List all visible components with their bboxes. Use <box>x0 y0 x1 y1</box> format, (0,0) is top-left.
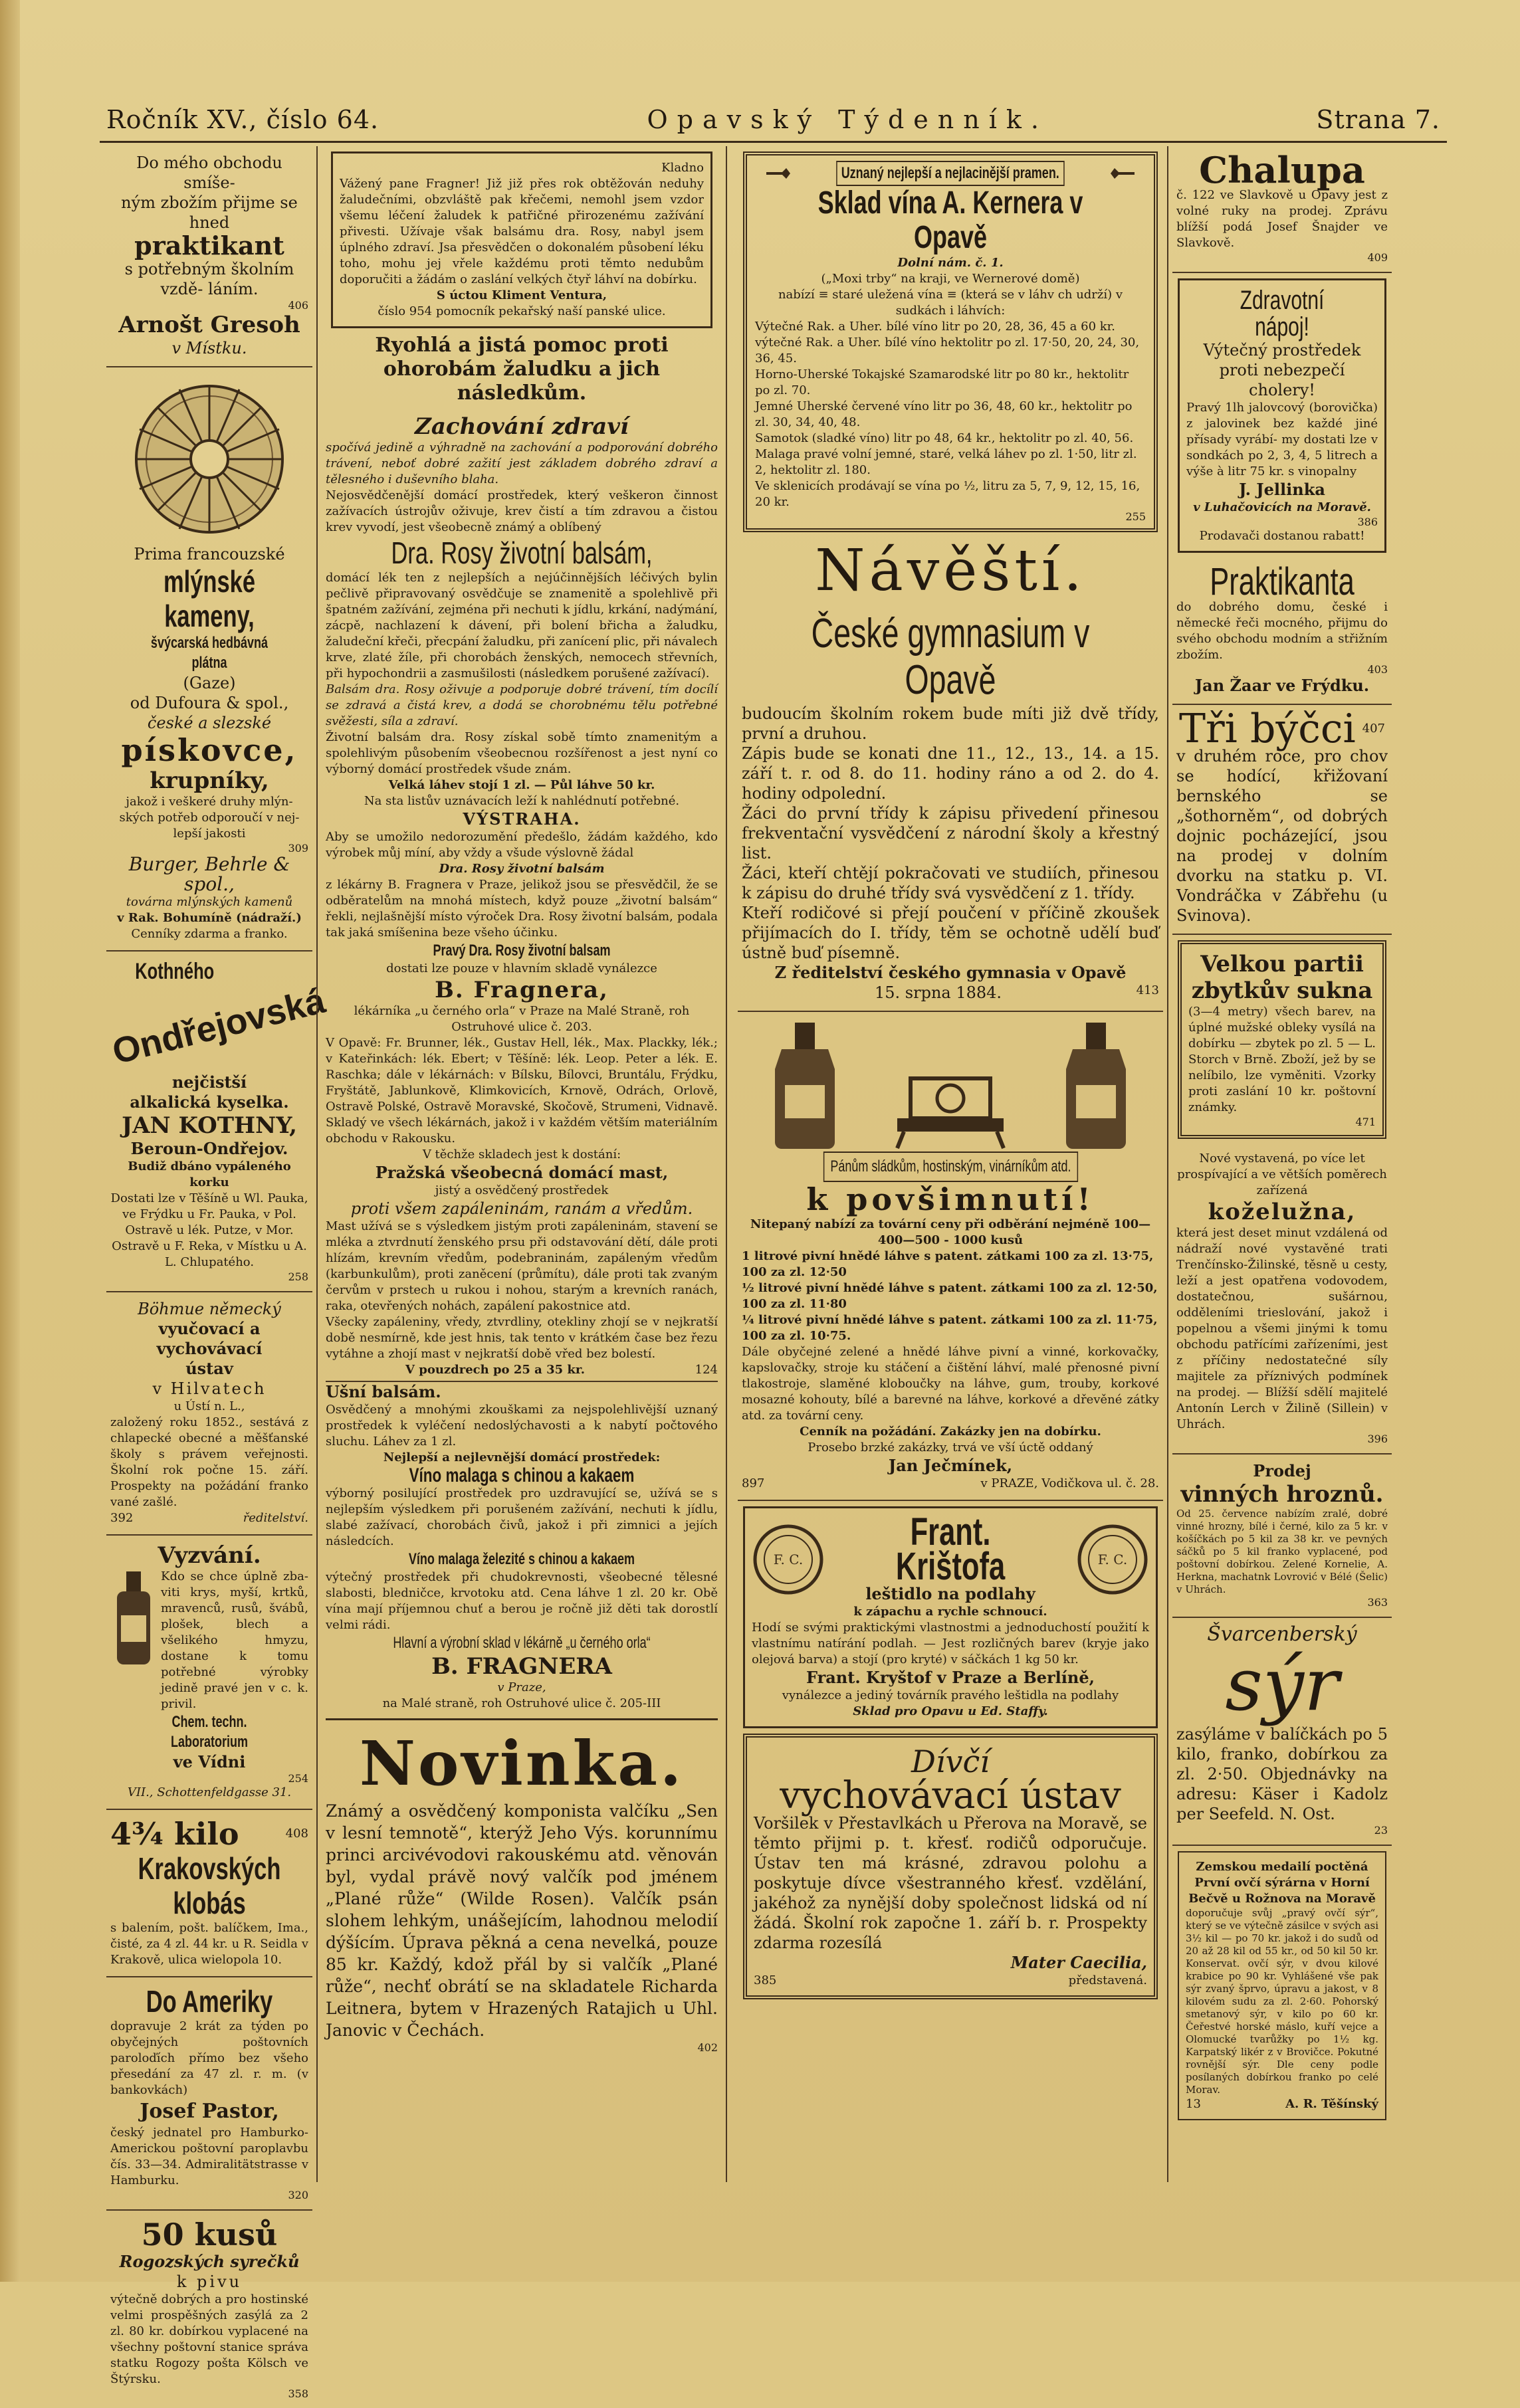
section-heading: Dra. Rosy životní balsám <box>439 862 605 876</box>
ad-number: 309 <box>288 842 308 854</box>
list-item: Ve sklenicích prodávají se vína po ½, litru za 5, 7, 9, 12, 15, 16, 20 kr. <box>755 479 1140 509</box>
ad-title: k povšimnutí! <box>806 1181 1095 1217</box>
ad-text: Výtečný prostředek proti nebezpečí cholery! <box>1203 341 1361 399</box>
banner-text: Uznaný nejlepší a nejlacinější pramen. <box>836 161 1064 186</box>
ad-number: 358 <box>288 2387 308 2400</box>
ad-title: zbytkův sukna <box>1191 977 1373 1004</box>
ad-firm: Burger, Behrle & spol., <box>128 853 290 895</box>
ad-text: s potřebným školním vzdě- láním. <box>124 260 294 298</box>
ad-number: 255 <box>1125 510 1146 523</box>
ad-name: Jan Ječmínek, <box>888 1456 1013 1475</box>
ad-number: 396 <box>1367 1433 1388 1445</box>
bottle-image <box>110 1569 157 1668</box>
ad-name: J. Jellinka <box>1239 480 1325 499</box>
column-separator <box>316 146 318 2182</box>
ad-title: mlýnské kameny, <box>163 564 256 633</box>
ad-line: Prima francouzské <box>134 545 285 563</box>
ad-text: Od 25. července nabízím zralé, dobré vinné hrozny, bílé i černé, kilo za 5 kr. v košíčkách po 5 kil za 38 kr. ve pevných sáčků po 5 kil franko vyplacené, pod poštovní dobírkou. Zelené Kornelie, A. Herkna, machatnk Lovrović v Bélé (Šelic) v Uhrách. <box>1176 1508 1388 1595</box>
ad-line: ústav <box>185 1359 233 1378</box>
ad-name: JAN KOTHNY, <box>122 1112 297 1139</box>
ad-line: nejčistší <box>171 1072 247 1092</box>
pointing-hand-icon <box>1109 165 1136 181</box>
seal-badge <box>1076 1523 1149 1596</box>
ad-girls-institute <box>743 1734 1158 1999</box>
column-1 <box>106 146 330 2400</box>
header-title: Opavský Týdenník. <box>647 105 1048 134</box>
ad-text: jakož i veškeré druhy mlýn- ských potřeb odporoučí v nej- lepší jakosti <box>119 795 300 841</box>
ad-footer <box>742 983 1159 1003</box>
ad-wine-kerner <box>743 151 1158 532</box>
page-edge-left <box>0 0 20 2282</box>
list-item: 1 litrové pivní hnědé láhve s patent. zátkami 100 za zl. 13·75, 100 za zl. 12·50 <box>742 1249 1154 1279</box>
paragraph: Kteří rodičové si přejí poučení v příčině zkoušek přijímacích do I. třídy, těm se ochotně udělí buď ústně buď písemně. <box>742 904 1159 962</box>
paragraph: Osvědčený a mnohými zkouškami za nejspolehlivější uznaný prostředek k vyléčení nedoslýchavosti a k nabytí počtového sluchu. Láhev za 1 zl. <box>326 1403 718 1449</box>
header-page: Strana 7. <box>1316 105 1440 134</box>
paragraph: v Praze, <box>497 1680 546 1694</box>
ad-text: do dobrého domu, české i německé řeči mocného, přijmu do svého obchodu modním a střižním zbožím. <box>1176 600 1388 662</box>
ad-number: 23 <box>1374 1824 1388 1837</box>
ad-number: 408 <box>285 1827 308 1841</box>
ad-title: 50 kusů <box>141 2217 278 2253</box>
ad-text: dopravuje 2 krát za týden po obyčejných poštovních paroloďích přímo bez všeho přesedání za 47 zl. r. m. (v bankovkách) <box>110 2019 308 2097</box>
ad-number: 897 <box>742 1476 765 1490</box>
section-heading: Dra. Rosy životní balsám, <box>391 536 653 570</box>
ad-praktikant <box>106 146 312 367</box>
section-heading: Víno malaga s chinou a kakaem <box>409 1464 635 1486</box>
ad-line: Kothného <box>135 959 215 984</box>
paragraph: domácí lék ten z nejlepších a nejúčinnějších léčivých bylin pečlivě připravovaný osvědčuje se znamenitě a spolehlivě při špatném zažívání, zejména při nechuti k jídlu, krkání, nadýmání, zácpě, nachlazení k dávení, při bolení břicha a žaludku, žaludeční křeči, přecpání žaludku, při zanícení plic, při návalech krve, zlaté žíle, při chorobách ženských, nemocech střevních, při hypochondrii a zasmušilosti (následkem porušené zažívací). <box>326 571 718 680</box>
ad-head <box>110 1817 308 1851</box>
ad-number: 407 <box>1362 722 1386 736</box>
list-item: Samotok (sladké víno) litr po 48, 64 kr., hektolitr po zl. 40, 56. <box>755 431 1134 445</box>
seal-label: F. C. <box>773 1552 804 1567</box>
ad-line: Böhmue německý <box>138 1300 281 1318</box>
section-heading: B. Fragnera, <box>435 977 609 1003</box>
ad-cheese <box>1172 1618 1392 1846</box>
ad-title: Tři býčci <box>1178 706 1356 752</box>
ad-text: č. 122 ve Slavkově u Opavy jest z volné ruky na prodej. Zprávu blížší podá Josef Šnajder ve Slavkově. <box>1176 188 1388 250</box>
ad-text: nabízí ≡ staré uležená vína ≡ (která se v láhv ch udrží) v sudkách i láhvích: <box>778 288 1123 318</box>
millstone-image <box>130 379 289 539</box>
ad-note: Cenníky zdarma a franko. <box>131 927 288 941</box>
ad-number: 254 <box>288 1772 308 1785</box>
ad-text: která jest deset minut vzdálená od nádraží nové vystavěné trati Trenčínsko-Žilinské, těsně u cesty, leží a jest opatřena vodovodem, dostatečnou, sušárnou, odděleními trieslování, jakož i popelnou a všemi jinými k tomu obchodu patřícími zařízeními, jest z příčiny nedostatečné síly majitele za příznivých podmínek na prodej. — Blížší sdělí majitelé Antonín Lerch v Žilině (Sillein) v Uhrách. <box>1176 1226 1388 1431</box>
ad-title: praktikant <box>134 231 284 260</box>
ad-line: Dolní nám. č. 1. <box>897 256 1004 270</box>
paragraph: výborný posilující prostředek pro uzdravující se, užívá se s nejlepším výsledkem při porušeném zažívání, nechuti k jídlu, slabé zažívací, chorobách čivů, jakož i při zimnici a jejích následcích. <box>326 1486 718 1548</box>
ad-amerika <box>106 1977 312 2211</box>
column-separator <box>726 146 727 2182</box>
ad-number: 409 <box>1367 251 1388 264</box>
ad-text: Dostati lze v Těšíně u Wl. Pauka, ve Frýdku u Fr. Pauka, v Pol. Ostravě u lék. Putze, v Mor. Ostravě u F. Reka, v Místku u A. L. Chlupatého. <box>110 1191 308 1269</box>
paragraph: Balsám dra. Rosy oživuje a podporuje dobré trávení, tím docílí se zdravá a čistá krev, a dodá se chorobnému tělu potřebné svěžesti, síla a zdraví. <box>326 682 718 728</box>
divider <box>326 1718 718 1720</box>
list-item: ½ litrové pivní hnědé láhve s patent. zátkami 100 za zl. 12·50, 100 za zl. 11·80 <box>742 1281 1158 1311</box>
ad-text: založený roku 1852., sestává z chlapecké obecné a měšťanské školy s právem veřejnosti. Školní rok počne 15. září. Prospekty na požádání franko vané zašlé. <box>110 1415 308 1509</box>
section-heading: proti všem zapáleninám, ranám a vředům. <box>350 1199 693 1218</box>
ad-line: Švarcenberský <box>1207 1623 1357 1646</box>
ad-floor-polish <box>743 1506 1158 1728</box>
letter-address: číslo 954 pomocník pekařský naší panské ulice. <box>378 304 666 318</box>
ad-text: v druhém roce, pro chov se hodící, křižovaní bernského se „šothorněm“, od dobrých dojnic pocházející, jsou na prodej v dolním dvorku na statku p. VI. Vondráčka v Zábřehu (u Svinova). <box>1176 747 1388 925</box>
ad-title: vychovávací ústav <box>780 1774 1121 1817</box>
paragraph: spočívá jedině a výhradně na zachování a podporování dobrého trávení, neboť dobré zažití jest základem dobrého zdraví a tělesného i duševního blaha. <box>326 441 718 486</box>
ad-place: v Luhačovicích na Moravě. <box>1193 500 1371 514</box>
section-heading: Víno malaga železité s chinou a kakaem <box>408 1550 635 1568</box>
ad-text: (3—4 metry) všech barev, na úplné mužské obleky vysílá na dobírku — zbytek po zl. 5 — L. Storch v Brně. Zboží, jež by se nelíbilo, lze vyměniti. Vzorky proti zaslání 10 kr. poštovní známky. <box>1188 1005 1376 1114</box>
ad-title: České gymnasium v Opavě <box>811 611 1090 703</box>
ad-text: Kdo se chce úplně zba- viti krys, myší, krtků, mravenců, rusů, švábů, plošek, blech a všelikého hmyzu, dostane k tomu potřebné výrobky jedině pravé jen v c. k. privil. <box>161 1569 308 1711</box>
ad-title: Sklad vína A. Kernera v Opavě <box>817 185 1083 255</box>
section-heading: Pravý Dra. Rosy životní balsam <box>433 942 611 959</box>
paragraph: Žáci do první třídy k zápisu přivedení přinesou frekventační vysvědčení z národní školy a křestný list. <box>742 804 1159 862</box>
ad-chalupa <box>1172 146 1392 273</box>
wine-banner <box>755 161 1146 186</box>
section-heading: VÝSTRAHA. <box>463 809 581 829</box>
list-item: ¼ litrové pivní hnědé láhve s patent. zátkami 100 za zl. 11·75, 100 za zl. 10·75. <box>742 1313 1158 1343</box>
ad-title: První ovčí sýrárna v Horní Bečvě u Rožnova na Moravě <box>1188 1876 1376 1906</box>
ad-praktikanta <box>1172 558 1392 705</box>
ad-text: Nitepaný nabízí za tovární ceny při odběrání nejméně 100—400—500 - 1000 kusů <box>750 1217 1151 1247</box>
bottle-image <box>758 1019 851 1152</box>
ad-sign: ředitelství. <box>243 1511 308 1525</box>
ad-line: Chem. techn. Laboratorium <box>170 1713 249 1751</box>
letter-text: Vážený pane Fragner! Již již přes rok obtěžován neduhy žaludečními, obzvláště pak křečemi, nemohl jsem vzdor všemu léčení žaludek k patřičné přirozenému zažívání přivesti. Užívaje však balsámu dra. Rosy, nabyl jsem úplného zdraví. Jsa přesvědčen o dokonalém působení léku toho, mohu jej vřele každému proti těmto nedubům doporučiti a žádám o zaslání velkých čtyř láhví na dobírku. <box>340 177 704 286</box>
price-line: V pouzdrech po 25 a 35 kr. <box>405 1363 585 1377</box>
corking-machine-image <box>884 1058 1017 1152</box>
section-heading: Hlavní a výrobní sklad v lékárně „u černého orla“ <box>393 1634 651 1652</box>
section-heading: Pražská všeobecná domácí mast, <box>375 1163 669 1182</box>
ad-line: („Moxi trby“ na kraji, ve Wernerové domě) <box>821 272 1080 286</box>
ad-millstones <box>106 367 312 952</box>
column-4 <box>1172 146 1392 2182</box>
ad-number: 392 <box>110 1511 134 1525</box>
header-volume: Ročník XV., číslo 64. <box>106 105 380 134</box>
ad-number: 471 <box>1355 1116 1376 1128</box>
ad-title: koželužna, <box>1208 1199 1357 1225</box>
ad-title: Krakovských klobás <box>138 1851 281 1920</box>
ad-title: Vyzvání. <box>158 1542 261 1569</box>
ad-number: 363 <box>1367 1596 1388 1609</box>
ad-title: 4¾ kilo <box>110 1816 239 1852</box>
ad-text: Prosebo brzké zakázky, trvá ve vší úctě oddaný <box>808 1441 1093 1455</box>
ad-place: v PRAZE, Vodičkova ul. č. 28. <box>980 1476 1159 1490</box>
ad-footer <box>110 1510 308 1526</box>
ad-title: vinných hroznů. <box>1180 1481 1384 1508</box>
ad-title: Prodej <box>1253 1461 1311 1480</box>
column-2 <box>322 146 722 2182</box>
polish-head <box>752 1510 1149 1604</box>
ad-bulls <box>1172 705 1392 935</box>
ad-head <box>1176 706 1388 752</box>
ad-line: ným zbožím přijme se hned <box>121 193 298 232</box>
bottle-illustration <box>742 1019 1159 1152</box>
ad-line: vyučovací a vychovávací <box>156 1319 263 1358</box>
ad-syrecky <box>106 2211 312 2408</box>
ad-line: k zápachu a rychle schnoucí. <box>853 1605 1047 1619</box>
ad-number: 124 <box>695 1363 718 1377</box>
testimonial-letter <box>331 151 712 328</box>
ad-number: 385 <box>754 1973 777 1987</box>
ad-number: 413 <box>1136 983 1159 997</box>
ad-text: Cenník na požádání. Zakázky jen na dobírku. <box>800 1425 1101 1439</box>
ad-ondrejovska <box>106 952 330 1292</box>
paragraph: V těchže skladech jest k dostání: <box>422 1148 621 1161</box>
list-item: výtečné Rak. a Uher. bílé víno hektolitr po zl. 17·50, 20, 24, 30, 36, 45. <box>755 336 1140 365</box>
letter-sign: S úctou Kliment Ventura, <box>436 288 607 302</box>
ad-footer <box>742 1476 1159 1492</box>
ad-line: Do mého obchodu smíše- <box>136 153 282 192</box>
ad-number: 13 <box>1186 2097 1201 2111</box>
paragraph: Všecky zapáleniny, vředy, ztvrdliny, otekliny zhojí se v nejkratší době nesmírně, kde jest hnis, tak tento v krátkém čase bez řezu vytáhne a zhojí mast v nejkratší době vřed bez bolestí. <box>326 1315 718 1361</box>
paragraph: Známý a osvědčený komponista valčíku „Sen v lesní temnotě“, kterýž Jeho Výs. korunnímu princi arcivévodovi rakouskému atd. věnován byl, vydal právě nový valčík pod jménem „Plané růže“ (Wilde Rosen). Valčík psán slohem lehkým, unášejícím, lahodnou melodií dýšícím. Úprava pěkná a cena nevelká, pouze 85 kr. Každý, kdož přál by si valčík „Plané růže“, nechť obrátí se na skladatele Richarda Leitnera, bytem v Hrazených Ratajich u Uhl. Janovic v Čechách. <box>326 1801 718 2040</box>
list-item: Malaga pravé volní jemné, staré, velká láhev po zl. 1·50, litr zl. 2, hektolitr zl. 180. <box>755 447 1137 477</box>
ad-title: pískovce, <box>121 732 298 768</box>
ad-line: k pivu <box>176 2272 243 2291</box>
paragraph: V Opavě: Fr. Brunner, lék., Gustav Hell, lék., Max. Plackky, lék.; v Kateřinkách: lék. Ebert; v Těšíně: lék. Leop. Peter a lék. E. Raschka; dále v lékárnách: v Bílsku, Bílovci, Bruntálu, Frýdku, Fryštátě, Jablunkově, Klimkovicích, Krnově, Odrách, Orlově, Ostravě Polské, Ostravě Moravské, Skočově, Strumeni, Vidnavě. Skladý ve všech lékárnách, jakož i v každém větším materiálním obchodu v Rakousku. <box>326 1036 718 1146</box>
paragraph: Mast užívá se s výsledkem jistým proti zapáleninám, stavení se mléka a ztvrdnutí ženského prsu při odstavování dětí, dále proti hlízám, krevním vředům, podebraninám, zapáleným vředům (karbunkulům), proti zaněcení (průmítu), dále proti tak zvaným červům v prstech u rukou i nohou, starým a krevních ranách, raka, otevřených nohách, zapálení pakostnice atd. <box>326 1219 718 1313</box>
seal-badge <box>752 1523 825 1596</box>
paragraph: Nejosvědčenější domácí prostředek, který veškeron činnost zažívacích ústrojův oživuje, krev čistí a tím zdravou a čistou krev vyvodí, jest všeobecně známý a oblíbený <box>326 488 718 534</box>
ad-gymnasium <box>738 604 1163 1012</box>
paragraph: Žáci, kteří chtějí pokračovati ve studiích, přinesou k zápisu do druhé třídy svá vysvědčení z 1. třídy. <box>742 864 1159 902</box>
paragraph: výtečný prostředek při chudokrevnosti, všeobecné tělesné slabosti, bledničce, krvotoku atd. Cena láhve 1 zl. 20 kr. Obě vína mají příjemnou chuť a berou je ročně již děti tak dorostlí velmi rádi. <box>326 1570 718 1632</box>
list-item: Jemné Uherské červené víno litr po 36, 48, 60 kr., hektolitr po zl. 30, 34, 40, 48. <box>755 399 1133 429</box>
ad-line: u Ústí n. L., <box>173 1399 245 1413</box>
page-header <box>106 100 1440 140</box>
ad-text: český jednatel pro Hamburko-Americkou poštovní paroplavbu čís. 33—34. Admiralitätstrasse v Hamburku. <box>110 2126 308 2187</box>
ad-place: ve Vídni <box>173 1752 246 1771</box>
ad-cloth <box>1178 940 1386 1139</box>
bottle-image <box>1049 1019 1142 1152</box>
ad-number: 402 <box>697 2041 718 2054</box>
ad-text: Nové vystavená, po více let prospívající a ve větších poměrech zařízená <box>1177 1152 1387 1197</box>
ad-grapes <box>1172 1455 1392 1618</box>
ad-title: Praktikanta <box>1210 560 1355 603</box>
ad-footer <box>1186 2096 1378 2112</box>
header-rule <box>100 141 1447 143</box>
ad-vyzvani <box>106 1536 312 1810</box>
ad-brand: Ondřejovská <box>108 980 330 1072</box>
ad-line: VII., Schottenfeldgasse 31. <box>127 1785 292 1799</box>
ad-title: Do Ameriky <box>146 1984 273 2019</box>
ad-line: české a slezské <box>147 714 272 732</box>
paragraph: na Malé straně, roh Ostruhové ulice č. 205-III <box>382 1696 661 1710</box>
ad-line: leštidlo na podlahy <box>865 1584 1035 1603</box>
list-item: Výtečné Rak. a Uher. bílé víno litr po 20, 28, 36, 45 a 60 kr. <box>755 320 1116 334</box>
ad-text: výtečně dobrých a pro hostinské velmi prospěšných zasýlá za 2 zl. 80 kr. dobírkou vyplacené na všechny poštovní stanice správa statku Rogozy pošta Kölsch ve Štýrsku. <box>110 2292 308 2386</box>
ad-title: Chalupa <box>1199 149 1365 191</box>
ad-text: vynálezce a jediný továrník pravého leštidla na podlahy <box>782 1688 1119 1702</box>
ad-footer <box>754 1973 1147 1989</box>
ad-line: od Dufoura & spol., <box>130 694 289 712</box>
paragraph: Zápis bude se konati dne 11., 12., 13., 14. a 15. září t. r. od 8. do 11. hodiny ráno a od 2. do 4. hodiny odpolední. <box>742 744 1159 803</box>
paragraph: budoucím školním rokem bude míti již dvě třídy, první a druhou. <box>742 704 1159 743</box>
ad-number: 386 <box>1357 516 1378 528</box>
paragraph: Nejlepší a nejlevnější domácí prostředek: <box>383 1451 661 1464</box>
ad-bottles-jecminek <box>738 1012 1163 1501</box>
ad-title: Zdravotní nápoj! <box>1240 286 1325 342</box>
ad-line: (Gaze) <box>183 674 236 692</box>
ad-title: Zemskou medailí poctěná <box>1196 1860 1368 1874</box>
ad-sheep-cheese <box>1178 1851 1386 2120</box>
ad-name: A. R. Těšínský <box>1285 2097 1378 2111</box>
navesti-heading: Návěští. <box>815 538 1086 604</box>
ad-text: doporučuje svůj „pravý ovčí sýr“, který se ve výtečně zásilce v svých asi 3½ kil — po 70 kr. jakož i do sudů od 20 až 28 kil od 55 kr., od 50 kil 50 kr. Konservat. ovčí sýr, v dvou kilové krabice po 90 kr. Vyhlášené vše pak sýr zvaný šprvo, úpravu a jakost, v 8 kilovém sudu za zl. 2·60. Pohorský smetanový sýr, v kilo po 60 kr. Čeřestvé horské máslo, kuří vejce a Olomucké tvarůžky po 1½ kg. Karpatský likér z v Brovičce. Pokutné rovnější sýr. Dle ceny podle posílaných dobírkou franko po celé Morav. <box>1186 1907 1378 2096</box>
ad-number: 406 <box>288 299 308 312</box>
section-heading: B. FRAGNERA <box>431 1653 612 1680</box>
ad-date: 15. srpna 1884. <box>875 983 1002 1002</box>
ad-place: v Místku. <box>171 339 247 357</box>
polish-title-block <box>825 1510 1076 1604</box>
ad-line: švýcarská hedbávná plátna <box>150 634 269 672</box>
letter-place: Kladno <box>661 161 704 175</box>
paragraph: Životní balsám dra. Rosy získal sobě tímto znamenitým a spolehlivým působením všeobecnou rozšířenost a jest nyní co výborný domácí prostředek všude znám. <box>326 730 718 776</box>
paragraph: dostati lze pouze v hlavním skladě vynálezce <box>386 961 657 975</box>
novinka-title: Novinka. <box>359 1728 685 1799</box>
ad-name: Jan Žaar ve Frýdku. <box>1194 676 1370 695</box>
seal-label: F. C. <box>1097 1552 1128 1567</box>
ad-text: Hodí se svými praktickými vlastnostmi a jednoduchostí použití k vlastnímu natírání podlah. — Jest rozličných barev (kryje jako olejová barva) a stojí (pro kryté) v sáčkách 1 kg 50 kr. <box>752 1621 1149 1666</box>
column-3 <box>738 146 1163 2182</box>
ad-sign: Mater Caecilia, <box>1010 1953 1147 1972</box>
section-heading: Zachování zdraví <box>415 413 629 440</box>
ad-text: Dále obyčejné zelené a hnědé láhve pivní a vinné, korkovačky, kapslovačky, stroje ku stáčení a čištění láhví, malé přenosné pivní tlakostroje, slaměné kloboučky na láhve, gum, trouby, korkové mosazné kohouty, bílé a barevné na láhve, korkové a dřevěné zátky atd. za tovární ceny. <box>742 1345 1159 1423</box>
paragraph: lékárníka „u černého orla“ v Praze na Malé Straně, roh Ostruhové ulice č. 203. <box>354 1004 690 1034</box>
paragraph: Aby se umožilo nedorozumění předešlo, žádám každého, kdo výrobek můj míní, aby vždy a všude výslovně žádal <box>326 830 718 860</box>
ad-place: Sklad pro Opavu u Ed. Staffy. <box>853 1704 1048 1718</box>
ad-name: Arnošt Gresoh <box>118 312 300 338</box>
paragraph: z lékárny B. Fragnera v Praze, jelikož jsou se přesvědčil, že se odběratelům na mnohá místech, když pouze „životní balsám“ řekli, nejlašnější místo výroček Dra. Rosy životní balsám, podala tak jaká smíšenina beze všeho účinku. <box>326 878 718 940</box>
ad-note: Prodavači dostanou rabatt! <box>1199 529 1365 543</box>
column-separator <box>1167 146 1168 2182</box>
ad-body <box>110 1569 308 1712</box>
ad-healthy-drink <box>1178 278 1386 553</box>
ad-school-hilvaty <box>106 1292 312 1536</box>
section-heading: Ryohlá a jistá pomoc proti ohorobám žaludku a jich následkům. <box>375 334 669 405</box>
price-line: Velká láhev stojí 1 zl. — Půl láhve 50 kr. <box>388 778 655 792</box>
ad-text: Voršilek v Přestavlkách u Přerova na Moravě, se těmto přijmi p. t. křesť. rodičů odporučuje. Ústav ten má krásné, zdravou polohu a poskytuje dívce všestranného křesť. vzdělání, jakéhož za nynější doby společnost lidská od ní žádá. Školní rok započne 1. září b. r. Prospekty zdarma rozesílá <box>754 1814 1147 1952</box>
ad-name: Josef Pastor, <box>140 2100 279 2123</box>
paragraph: jistý a osvědčený prostředek <box>435 1183 609 1197</box>
ad-text: zasýláme v balíčkách po 5 kilo, franko, dobírkou za zl. 2·50. Objednávky na adresu: Käser i Kadolz per Seefeld. N. Ost. <box>1176 1725 1388 1823</box>
ad-title: Velkou partii <box>1200 951 1364 977</box>
ad-firm: Frant. Kryštof v Praze a Berlíně, <box>806 1668 1095 1687</box>
ad-line: Budiž dbáno vypáleného korku <box>128 1159 291 1189</box>
ad-number: 258 <box>288 1270 308 1283</box>
paragraph: Na sta listův uznávacích leží k nahlédnutí potřebné. <box>364 794 680 808</box>
ad-sign: Z ředitelství českého gymnasia v Opavě <box>774 963 1127 982</box>
ad-sign: představená. <box>1068 1973 1147 1987</box>
ad-line: továrna mlýnských kamenů <box>126 895 293 909</box>
ad-title: Frant. Krištofa <box>895 1510 1006 1588</box>
banner-text: Pánům sládkům, hostinským, vinárníkům atd. <box>823 1152 1077 1182</box>
ad-line: v Hilvatech <box>152 1379 267 1398</box>
ad-place: v Rak. Bohumíně (nádraží.) <box>117 911 302 925</box>
list-item: Horno-Uherské Tokajské Szamarodské litr po 80 kr., hektolitr po zl. 70. <box>755 367 1129 397</box>
price-row <box>326 1362 718 1378</box>
ad-tannery <box>1172 1144 1392 1455</box>
ad-line: alkalická kyselka. <box>130 1092 289 1112</box>
ad-title: sýr <box>1225 1642 1339 1727</box>
ad-text: Pravý 1lh jalovcový (borovička) z jalovinek bez každé jiné přísady vyrábí- my dostati lze v sondkách po 2, 3, 4, 5 litrech a výše à litr 75 kr. s vinopalny <box>1186 401 1378 478</box>
ad-number: 320 <box>288 2189 308 2201</box>
ad-number: 403 <box>1367 663 1388 676</box>
ad-place: Beroun-Ondřejov. <box>130 1139 288 1158</box>
ad-line: Rogozských syrečků <box>119 2252 300 2271</box>
ad-title: krupníky, <box>150 767 269 794</box>
ad-title: Dívčí <box>911 1744 990 1779</box>
ad-text: s balením, pošt. balíčkem, Ima., čisté, za 4 zl. 44 kr. u R. Seidla v Krakově, ulica wielopola 10. <box>110 1921 308 1967</box>
section-heading: Ušní balsám. <box>326 1382 441 1401</box>
ad-klobasy <box>106 1810 312 1977</box>
pointing-hand-icon <box>765 165 792 181</box>
